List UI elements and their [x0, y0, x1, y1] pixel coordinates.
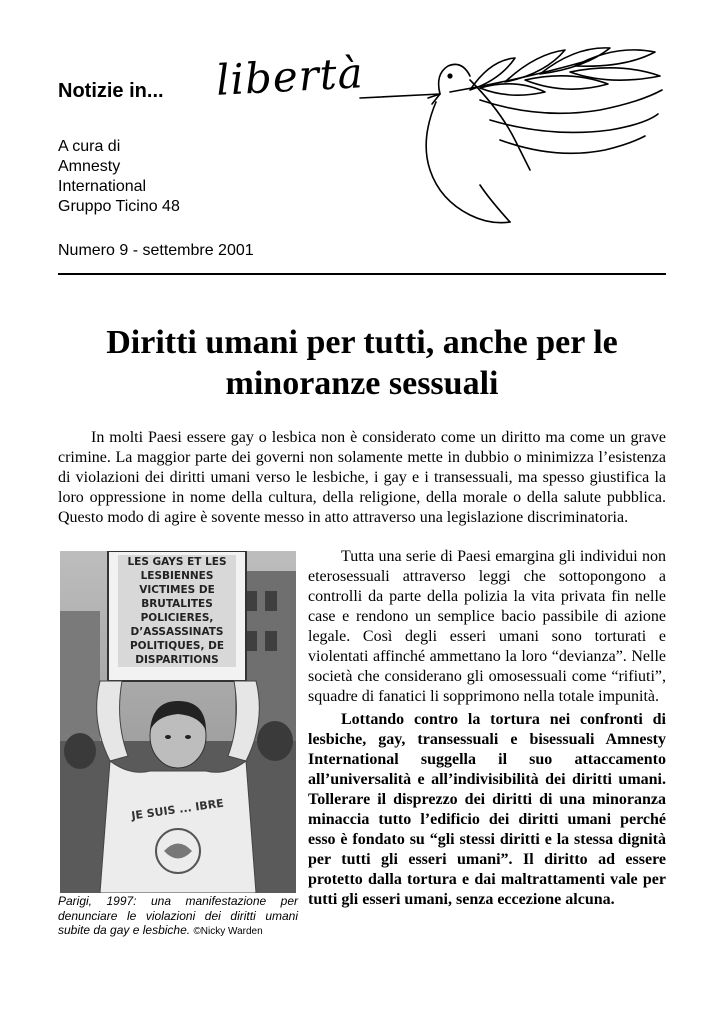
- article-headline: [58, 322, 666, 404]
- sign-text-line: VICTIMES DE: [139, 584, 215, 596]
- issue-number: Numero 9 - settembre 2001: [58, 242, 254, 259]
- sign-text-line: DISPARITIONS: [135, 654, 219, 666]
- sign-text-line: POLITIQUES, DE: [129, 640, 225, 652]
- publisher-line: Amnesty: [58, 158, 121, 175]
- dove-with-olive-branch-icon: [340, 40, 670, 230]
- shirt-text: JE SUIS ... IBRE: [130, 796, 225, 823]
- sign-text-line: LESBIENNES: [140, 570, 214, 582]
- headline-line: minoranze sessuali: [225, 365, 499, 402]
- sign-text-line: LES GAYS ET LES: [127, 556, 227, 568]
- logo-word: libertà: [214, 48, 365, 105]
- right-column: [308, 547, 666, 910]
- sign-text-line: D’ASSASSINATS: [130, 626, 224, 638]
- lead-paragraph: In molti Paesi essere gay o lesbica non è considerato come un diritto ma come un grave crimine. La maggior parte dei governi non solamente mette in dubbio o minimizza l’esistenza di violazioni dei diritti umani verso le lesbiche, i gay e i transessuali, ma spesso giustifica la loro oppressione in nome della cultura, della religione, della morale o della salute pubblica. Questo modo di agire è sovente messo in atto attraverso una legislazione discriminatoria.: [58, 429, 666, 526]
- header-divider: [58, 273, 666, 275]
- headline-line: Diritti umani per tutti, anche per le: [106, 324, 618, 361]
- photo-credit: ©Nicky Warden: [193, 926, 263, 937]
- body-paragraph-bold: Lottando contro la tortura nei confronti di lesbiche, gay, transessuali e bisessuali Amnesty International suggella il suo attaccamento all’universalità e all’indivisibilità dei diritti umani. Tollerare il disprezzo dei diritti di una minoranza minaccia tutto l’edificio dei diritti umani perché esso è fondato su “gli stessi diritti e la stessa dignità per tutti gli esseri umani”. Il diritto ad essere protetto dalla tortura e dai maltrattamenti vale per tutti gli esseri umani, senza eccezione alcuna.: [308, 711, 666, 908]
- protest-photo-illustration: [60, 551, 296, 893]
- publisher-line: International: [58, 178, 147, 195]
- publisher-info: [58, 137, 180, 217]
- publisher-line: Gruppo Ticino 48: [58, 198, 180, 215]
- body-paragraph: Tutta una serie di Paesi emargina gli individui non eterosessuali attraverso leggi che sottopongono a controlli da parte della polizia la vita privata fin nelle case e rendono un semplice bacio passibile di azione legale. Così degli esseri umani sono torturati e violentati affinché ammettano la loro “devianza”. Nelle società che considerano gli omosessuali come “rifiuti”, squadre di fanatici li sopprimono nella totale impunità.: [308, 548, 666, 705]
- publisher-line: A cura di: [58, 138, 121, 155]
- caption-text: Parigi, 1997: una manifestazione per denunciare le violazioni dei diritti umani subite da gay e lesbiche.: [58, 894, 298, 937]
- sign-text-line: POLICIERES,: [140, 612, 214, 624]
- sign-text-line: BRUTALITES: [141, 598, 213, 610]
- newsletter-title: Notizie in...: [58, 80, 164, 102]
- protest-photo: [60, 551, 296, 893]
- photo-caption: [58, 894, 298, 940]
